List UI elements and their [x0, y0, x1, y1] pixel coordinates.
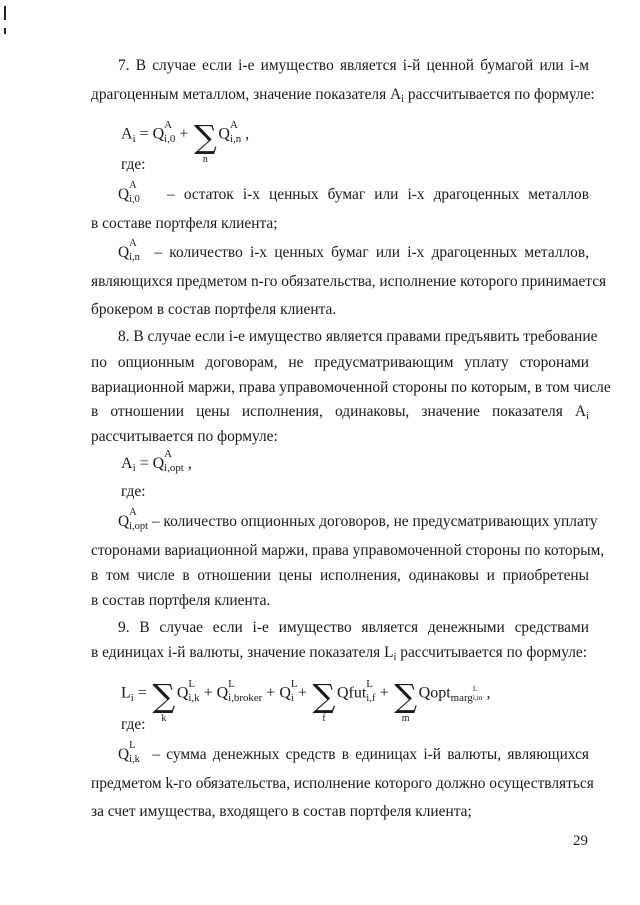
- p9-line-2-sub: i: [393, 652, 397, 664]
- p7-line-2-sub: i: [401, 94, 405, 106]
- p7-line-2-end: рассчитывается по формуле:: [404, 86, 595, 103]
- f3-sum2-limit: f: [322, 713, 326, 724]
- def3-text: – количество опционных договоров, не предусматривающих уплату: [151, 513, 598, 530]
- p8-line-4-sub: i: [586, 411, 589, 423]
- p8-line-1: 8. В случае если i-е имущество является правами предъявить требование: [118, 328, 598, 345]
- f1-lhs: A: [121, 125, 133, 143]
- f3-t3-sup: L: [290, 678, 298, 691]
- def3-line-4: в состав портфеля клиента.: [91, 592, 271, 609]
- f1-plus: +: [175, 125, 193, 143]
- def1-sub: i,0: [129, 194, 140, 206]
- f3-end: ,: [482, 684, 491, 702]
- formula-2: [121, 448, 192, 475]
- formula-1: $A_i = Q$ A $_{i,0}$ + ∑ n Q A $_{i,n}$ ,: [121, 118, 250, 165]
- def2-line-2: являющихся предметом n-го обязательства, исполнение которого принимается: [91, 273, 607, 290]
- def2-text: – количество i-х ценных бумаг или i-х драгоценных металлов,: [154, 244, 589, 261]
- p9-line-2-text: в единицах i-й валюты, значение показателя L: [91, 644, 394, 661]
- f2-end: ,: [183, 455, 192, 472]
- f1-lhs-sub: i: [132, 132, 136, 145]
- def1-line-2: в составе портфеля клиента;: [91, 215, 278, 232]
- f3-t2-sup: L: [228, 678, 235, 691]
- sum-sign: ∑: [152, 677, 176, 715]
- f3-t4: Qfut: [336, 684, 367, 702]
- def2-line-3: брокером в состав портфеля клиента.: [91, 301, 337, 318]
- f1-end: ,: [241, 125, 250, 143]
- f2-q-sub: i,opt: [164, 462, 184, 475]
- f3-t5: Qopt: [418, 684, 451, 702]
- f2-q-sup: A: [164, 448, 173, 461]
- sum-sign: ∑: [312, 677, 336, 715]
- p8-line-5: рассчитывается по формуле:: [91, 428, 278, 445]
- f1-q-sub: i,n: [229, 133, 242, 146]
- f3-plus2: + Q: [262, 684, 291, 702]
- p8-line-3: вариационной маржи, права управомоченной стороны по которым, в том числе: [91, 379, 611, 396]
- def3-line-3: в том числе в отношении цены исполнения, одинаковы и приобретены: [91, 567, 589, 584]
- f3-t5-sup: L: [472, 684, 478, 694]
- f1-q-sup: A: [229, 119, 238, 132]
- f3-t1: Q: [176, 684, 189, 702]
- def4-sup: L: [129, 739, 136, 751]
- def2-sub: i,n: [129, 252, 140, 264]
- p7-line-1: 7. В случае если i-е имущество является i-й ценной бумагой или i-м: [118, 57, 589, 74]
- def4-line-1: Q L $_{i,k}$ – сумма денежных средств в единицах i-й валюты, являющихся: [118, 739, 589, 766]
- scan-mark: [4, 6, 6, 20]
- f3-eq: =: [133, 684, 151, 702]
- p8-line-2: по опционным договорам, не предусматривающим уплату сторонами: [91, 354, 589, 371]
- f3-plus4: +: [375, 684, 393, 702]
- def3-sub: i,opt: [129, 521, 149, 533]
- p9-line-1: 9. В случае если i-е имущество является денежными средствами: [118, 619, 589, 636]
- def1-text: – остаток i-х ценных бумаг или i-х драгоценных металлов: [167, 186, 589, 203]
- def4-line-3: за счет имущества, входящего в состав портфеля клиента;: [91, 803, 472, 820]
- sum-sign: ∑: [394, 677, 418, 715]
- f1-eq: = Q: [135, 125, 165, 143]
- f3-sum3-limit: m: [401, 713, 410, 724]
- def3-sup: A: [129, 506, 137, 518]
- def2-sup: A: [129, 237, 137, 249]
- f3-t1-sub: i,k: [188, 692, 200, 705]
- where-label-1: где:: [121, 156, 146, 173]
- scan-mark: [4, 28, 6, 34]
- def2-line-1: Q A $_{i,n}$ – количество i-х ценных бумаг или i-х драгоценных металлов,: [118, 237, 589, 264]
- f3-plus3: +: [293, 684, 311, 702]
- f2-lhs-sub: i: [132, 462, 136, 475]
- p8-line-4: [91, 402, 589, 424]
- f1-q0-sub: i,0: [164, 133, 176, 146]
- f1-q0-sup: A: [164, 119, 173, 132]
- f3-plus1: + Q: [199, 684, 229, 702]
- f1-sum-limit: n: [202, 154, 208, 165]
- page-number: 29: [573, 833, 588, 849]
- f3-t4-sub: i,f: [366, 692, 376, 705]
- def4-text: – сумма денежных средств в единицах i-й валюты, являющихся: [152, 746, 589, 763]
- f3-t4-sup: L: [366, 678, 373, 691]
- f3-t5-sub: marg: [450, 692, 473, 705]
- f3-t5-subsub: i,m: [472, 693, 483, 703]
- def3-line-2: сторонами вариационной маржи, права управомоченной стороны по которым,: [91, 542, 605, 559]
- p9-line-2-end: рассчитывается по формуле:: [396, 644, 588, 661]
- f2-eq: = Q: [135, 455, 165, 472]
- p8-line-4-text: в отношении цены исполнения, одинаковы, значение показателя A: [91, 403, 587, 420]
- f3-t2-sub: i,broker: [228, 692, 263, 705]
- p7-line-2-text: драгоценным металлом, значение показателя A: [91, 86, 402, 103]
- def3-line-1: Q A $_{i,opt}$ – количество опционных договоров, не предусматривающих уплату: [118, 506, 598, 533]
- f3-sum1-limit: k: [161, 713, 167, 724]
- def1-line-1: Q A $_{i,0}$ – остаток i-х ценных бумаг или i-х драгоценных металлов: [118, 179, 589, 206]
- f3-t3-sub: i: [290, 692, 294, 705]
- f2-lhs: A: [121, 455, 133, 472]
- p9-line-2: [91, 643, 589, 665]
- f3-lhs: L: [121, 684, 131, 702]
- formula-3: [121, 672, 491, 724]
- where-label-3: где:: [121, 716, 146, 733]
- sum-sign: ∑: [193, 118, 217, 156]
- where-label-2: где:: [121, 483, 146, 500]
- def4-line-2: предметом k-го обязательства, исполнение которого должно осуществляться: [91, 775, 594, 792]
- f3-t1-sup: L: [188, 678, 196, 691]
- def1-sup: A: [129, 179, 137, 191]
- def4-sub: i,k: [129, 754, 140, 766]
- p7-line-2: [91, 85, 595, 107]
- f3-lhs-sub: i: [130, 691, 134, 704]
